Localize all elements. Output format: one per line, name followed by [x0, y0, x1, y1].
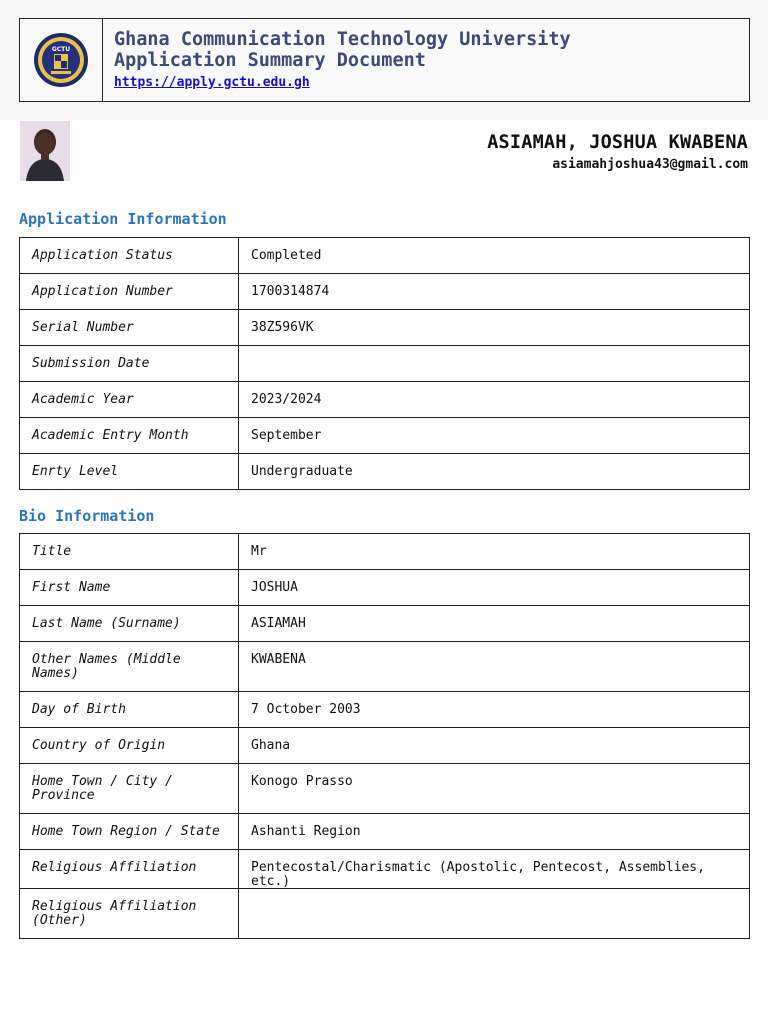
field-label: Serial Number [20, 310, 239, 346]
field-value: Ashanti Region [239, 814, 750, 850]
field-value: Ghana [239, 728, 750, 764]
table-row [20, 764, 750, 814]
table-row [20, 606, 750, 642]
field-value: ASIAMAH [239, 606, 750, 642]
table-row [20, 346, 750, 382]
table-row [20, 642, 750, 692]
field-value [239, 889, 750, 939]
application-information-table [19, 237, 750, 490]
field-label: Submission Date [20, 346, 239, 382]
field-value: 1700314874 [239, 274, 750, 310]
table-row [20, 889, 750, 939]
table-row [20, 454, 750, 490]
table-row [20, 274, 750, 310]
field-value: Konogo Prasso [239, 764, 750, 814]
applicant-photo [20, 121, 70, 181]
field-label: Last Name (Surname) [20, 606, 239, 642]
table-row [20, 850, 750, 889]
field-label: Enrty Level [20, 454, 239, 490]
table-row [20, 382, 750, 418]
document-title: Application Summary Document [114, 50, 426, 71]
portal-link[interactable]: https://apply.gctu.edu.gh [114, 75, 310, 90]
logo-text: GCTU [51, 46, 71, 53]
field-value: Completed [239, 238, 750, 274]
logo-cell [20, 19, 103, 101]
field-value: 38Z596VK [239, 310, 750, 346]
applicant-email: asiamahjoshua43@gmail.com [552, 157, 748, 172]
table-row [20, 814, 750, 850]
field-label: Religious Affiliation [20, 850, 239, 889]
field-label: Religious Affiliation (Other) [20, 889, 239, 939]
table-row [20, 534, 750, 570]
field-value [239, 346, 750, 382]
table-row [20, 418, 750, 454]
field-label: Home Town Region / State [20, 814, 239, 850]
university-seal-logo [33, 32, 89, 88]
table-row [20, 692, 750, 728]
section-title-application-information: Application Information [19, 210, 227, 228]
table-row [20, 570, 750, 606]
document-header [19, 18, 750, 102]
table-row [20, 728, 750, 764]
field-label: First Name [20, 570, 239, 606]
field-value: Mr [239, 534, 750, 570]
field-value: KWABENA [239, 642, 750, 692]
applicant-name: ASIAMAH, JOSHUA KWABENA [487, 132, 748, 153]
field-label: Application Number [20, 274, 239, 310]
field-label: Academic Year [20, 382, 239, 418]
university-name: Ghana Communication Technology University [114, 29, 571, 50]
field-value: Undergraduate [239, 454, 750, 490]
table-row [20, 238, 750, 274]
applicant-portrait-icon [20, 121, 70, 181]
field-value: September [239, 418, 750, 454]
field-value: 2023/2024 [239, 382, 750, 418]
field-label: Day of Birth [20, 692, 239, 728]
field-value: JOSHUA [239, 570, 750, 606]
field-label: Academic Entry Month [20, 418, 239, 454]
section-title-bio-information: Bio Information [19, 507, 155, 525]
field-label: Application Status [20, 238, 239, 274]
field-label: Home Town / City / Province [20, 764, 239, 814]
field-value: 7 October 2003 [239, 692, 750, 728]
bio-information-table [19, 533, 750, 939]
field-label: Country of Origin [20, 728, 239, 764]
field-label: Other Names (Middle Names) [20, 642, 239, 692]
field-label: Title [20, 534, 239, 570]
field-value: Pentecostal/Charismatic (Apostolic, Pentecost, Assemblies, etc.) [239, 850, 750, 889]
table-row [20, 310, 750, 346]
header-text [103, 19, 571, 101]
